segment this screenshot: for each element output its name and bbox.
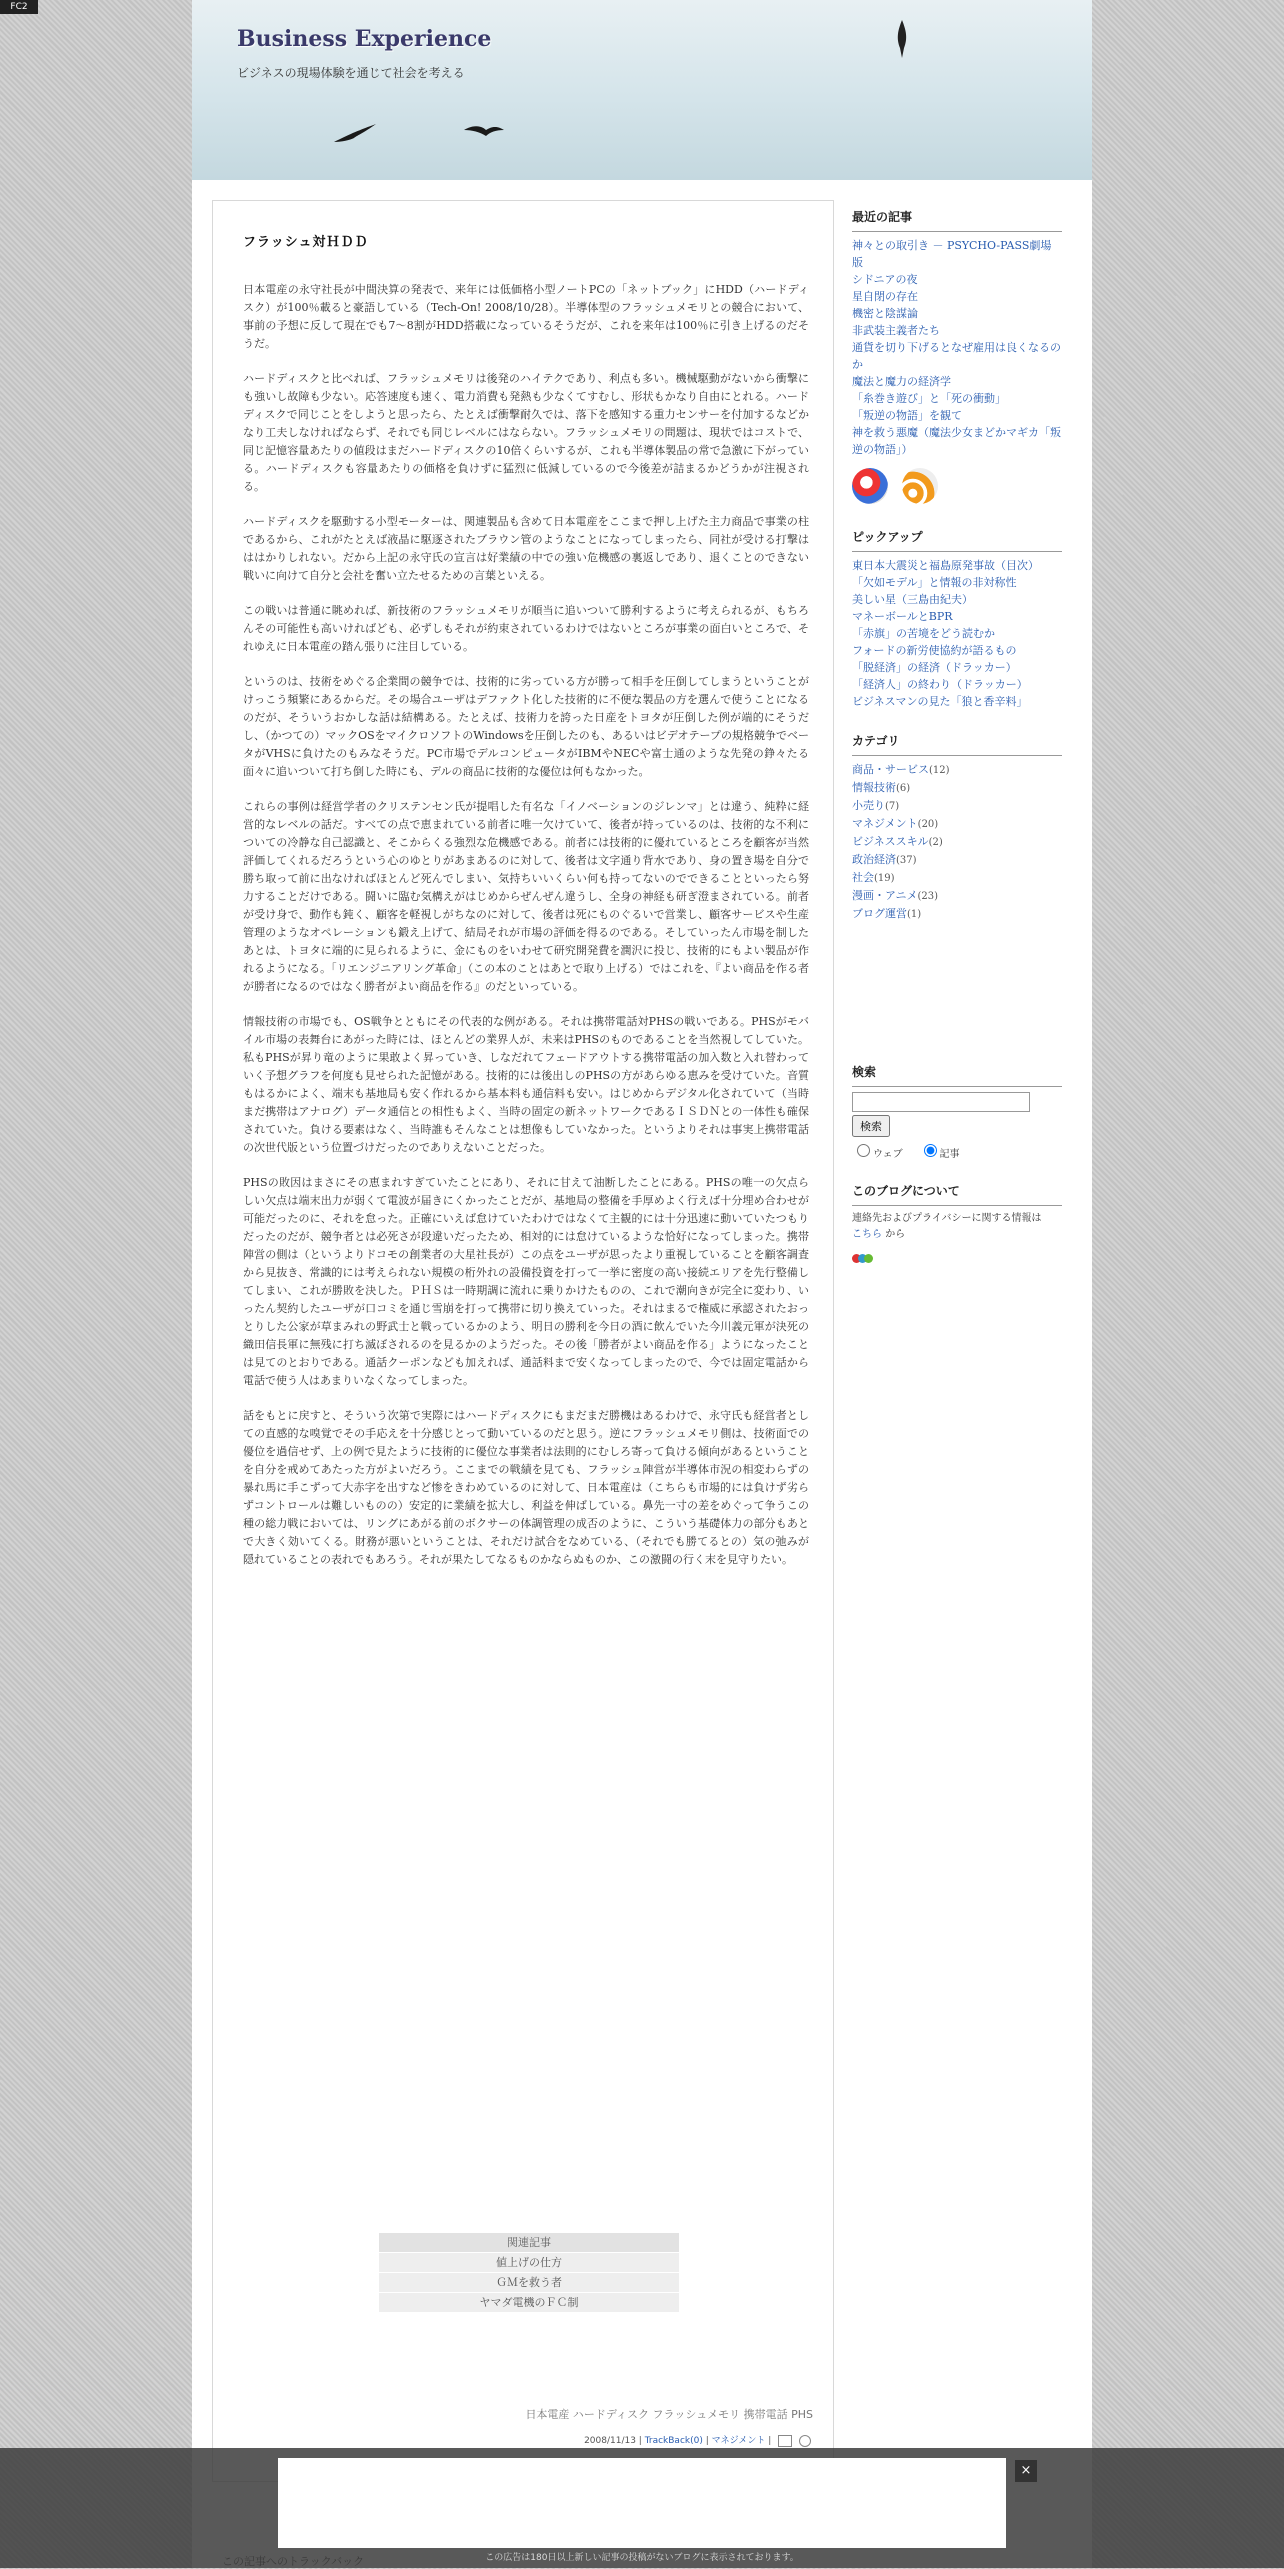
search-title: 検索 bbox=[852, 1063, 1062, 1087]
entry-paragraph: この戦いは普通に眺めれば、新技術のフラッシュメモリが順当に追いついて勝利するように考えられるが、もちろんその可能性も高いければども、必ずしもそれが約束されているわけではないところが事業の面白いところで、それゆえに日本電産の踏ん張りに注目している。 bbox=[243, 604, 809, 653]
fc2-badge[interactable]: FC2 bbox=[0, 0, 38, 14]
category-item[interactable]: 社会(19) bbox=[852, 871, 895, 884]
ad-banner[interactable] bbox=[278, 2458, 1006, 2548]
sidebar bbox=[852, 208, 1062, 1288]
category-item[interactable]: 政治経済(37) bbox=[852, 853, 917, 866]
entry-paragraph: PHSの敗因はまさにその恵まれすぎていたことにあり、それに甘えて油断したことにある。PHSの唯一の欠点らしい欠点は端末出力が弱くて電波が届きにくかったことだが、基地局の整備を手厚めよく行えば十分埋め合わせが可能だったのに、それを怠った。正確にいえば怠けていたわけではなくて主観的には十分迅速に動いていたつもりだったのだが、競争者とは必死さが段違いだったため、相対的には怠けているような恰好になってしまった。携帯陣営の側は（というよりドコモの創業者の大星社長が）この点をユーザが思ったより重視していることを顧客調査から見抜き、常識的には考えられない規模の桁外れの設備投資を打って一挙に密度の高い接続エリアを先行整備してしまい、これが勝敗を決した。ＰＨＳは一時期調に流れに乗りかけたものの、これで潮向きが完全に変わり、いったん契約したユーザが口コミを通じ雪崩を打って携帯に切り換えていった。それはまるで権威に承認されたおっとりした公家が草まみれの野武士と戦っているかのよう、明日の勝利を今日の酒に飲んでいた今川義元軍が決死の織田信長軍に無残に打ち滅ぼされるのを見るかのようだった。その後「勝者がよい商品を作る」ようになったことは見てのとおりである。通話クーポンなども加えれば、通話料まで安くなってしまったので、今では固定電話から電話で使う人はあまりいなくなってしまった。 bbox=[243, 1176, 809, 1387]
ad-close-button[interactable]: × bbox=[1015, 2460, 1037, 2482]
pickup-link[interactable]: 「赤旗」の苦境をどう読むか bbox=[852, 627, 995, 640]
recent-entry-link[interactable]: 「叛逆の物語」を観て bbox=[852, 409, 962, 422]
category-item[interactable]: 商品・サービス(12) bbox=[852, 763, 950, 776]
ad-overlay bbox=[0, 2448, 1284, 2568]
category-link[interactable]: マネジメント bbox=[711, 2436, 766, 2446]
pickup-link[interactable]: 「経済人」の終わり（ドラッカー） bbox=[852, 678, 1028, 691]
site-header bbox=[192, 0, 1092, 180]
recent-entry-link[interactable]: 星自閉の存在 bbox=[852, 290, 918, 303]
bird-icon bbox=[332, 120, 378, 146]
search-web-label: ウェブ bbox=[873, 1149, 903, 1160]
pickup-section bbox=[852, 528, 1062, 710]
entry-paragraph: というのは、技術をめぐる企業間の競争では、技術的に劣っている方が勝って相手を圧倒してしまうということがけっこう頻繁にあるからだ。その場合ユーザはデファクト化した技術的に不便な製品の方を選んで使うことになるのだが、そういうおかしな話は結構ある。たとえば、技術力を誇った日産をトヨタが圧倒した例が端的にそうだし、（かつての）マックOSをマイクロソフトのWindowsを圧倒したのも、あるいはビデオテープの規格競争でベータがVHSに負けたのもみなそうだ。PC市場でデルコンピュータがIBMやNECや富士通のような先発の錚々たる面々に追いついて打ち倒した時にも、デルの商品に技術的な優位は何もなかった。 bbox=[243, 675, 809, 778]
pickup-link[interactable]: 「脱経済」の経済（ドラッカー） bbox=[852, 661, 1017, 674]
recent-entry-link[interactable]: 機密と陰謀論 bbox=[852, 307, 918, 320]
pickup-title: ピックアップ bbox=[852, 528, 1062, 552]
recent-entry-link[interactable]: 通貨を切り下げるとなぜ雇用は良くなるのか bbox=[852, 341, 1061, 371]
people-icon bbox=[852, 1253, 1062, 1266]
pickup-link[interactable]: マネーボールとBPR bbox=[852, 610, 953, 623]
trackback-link[interactable]: TrackBack(0) bbox=[644, 2436, 703, 2446]
search-input[interactable] bbox=[852, 1092, 1030, 1112]
pickup-link[interactable]: ビジネスマンの見た「狼と香辛料」 bbox=[852, 695, 1028, 708]
entry-container bbox=[212, 200, 834, 2482]
category-item[interactable]: 小売り(7) bbox=[852, 799, 900, 812]
entry-tags[interactable]: 日本電産 ハードディスク フラッシュメモリ 携帯電話 PHS bbox=[525, 2408, 813, 2421]
category-item[interactable]: 情報技術(6) bbox=[852, 781, 911, 794]
entry-body bbox=[243, 281, 809, 1586]
about-link[interactable]: こちら bbox=[852, 1229, 882, 1240]
page-container bbox=[192, 0, 1092, 2568]
recent-entry-link[interactable]: 神々との取引き － PSYCHO-PASS劇場版 bbox=[852, 239, 1052, 269]
bird-icon bbox=[462, 120, 506, 140]
site-description: ビジネスの現場体験を通じて社会を考える bbox=[237, 66, 465, 80]
entry-paragraph: これらの事例は経営学者のクリステンセン氏が提唱した有名な「イノベーションのジレンマ」とは違う、純粋に経営的なレベルの話だ。すべての点で恵まれている前者に唯一欠けていて、後者が持っているのは、技術的な不利についての冷静な自己認識と、そこからくる強烈な危機感である。前者には技術的に優れているところを顧客が当然評価してくれるだろうという心のゆとりがあまあるのに対して、後者は文字通り背水であり、身の置き場を自分で勝ち取って前に出なければほとんど死んでしまい、気持ちいいくらい何も持ってないのでできることといったら努力することだけである。闘いに臨む気構えがはじめからぜんぜん違うし、全身の神経も研ぎ澄まされている。前者が受け身で、動作も鈍く、顧客を軽視しがちなのに対して、後者は死にものぐるいで営業し、顧客サービスや生産管理のようなオペレーションも鍛え上げて、結局それが市場の評価を得るのである。そしていったん市場を制したあとは、トヨタに端的に見られるように、金にものをいわせて研究開発費を潤沢に投じ、技術的にもよい製品が作れるようになる。「リエンジニアリング革命」（この本のことはあとで取り上げる）ではこれを、『よい商品を作る者が勝者になるのではなく勝者がよい商品を作る』のだといっている。 bbox=[243, 800, 809, 993]
about-text: 連絡先およびプライバシーに関する情報は こちら から bbox=[852, 1213, 1042, 1240]
recent-entries-title: 最近の記事 bbox=[852, 208, 1062, 232]
recent-entry-link[interactable]: シドニアの夜 bbox=[852, 273, 918, 286]
pickup-link[interactable]: 美しい星（三島由紀夫） bbox=[852, 593, 973, 606]
recent-entry-link[interactable]: 神を救う悪魔（魔法少女まどかマギカ「叛逆の物語」） bbox=[852, 426, 1061, 456]
search-section bbox=[852, 1063, 1062, 1160]
pickup-link[interactable]: フォードの新労使協約が語るもの bbox=[852, 644, 1017, 657]
search-button[interactable]: 検索 bbox=[852, 1115, 890, 1137]
recent-entry-link[interactable]: 非武装主義者たち bbox=[852, 324, 940, 337]
search-web-radio[interactable] bbox=[857, 1144, 870, 1157]
about-section bbox=[852, 1182, 1062, 1266]
recent-entries bbox=[852, 208, 1062, 506]
entry-paragraph: 話をもとに戻すと、そういう次第で実際にはハードディスクにもまだまだ勝機はあるわけで、永守氏も経営者としての直感的な嗅覚でその手応えを十分感じとって動いているのだと思う。逆にフラッシュメモリ側は、技術面での優位を過信せず、上の例で見たように技術的に優位な事業者は法則的にむしろ寄って負ける傾向があるということを自分を戒めてあたった方がよいだろう。ここまでの戦績を見ても、フラッシュ陣営が半導体市況の相変わらずの暴れ馬に手こずって大赤字を出すなど惨をきわめているのに対して、日本電産は（こちらも市場的には負けず劣らずコントロールは難しいものの）安定的に業績を拡大し、利益を伸ばしている。鼻先一寸の差をめぐって争うこの種の総力戦においては、リングにあがる前のボクサーの体調管理の成否のように、こういう基礎体力の部分もあとで大きく効いてくる。財務が悪いということは、それだけ試合をなめている、（それでも勝てるとの）気の弛みが隠れていることの表れでもあろう。それが果たしてなるものかならぬものか、この激闘の行く末を見守りたい。 bbox=[243, 1409, 809, 1566]
category-item[interactable]: マネジメント(20) bbox=[852, 817, 939, 830]
about-title: このブログについて bbox=[852, 1182, 1062, 1206]
related-item[interactable]: ＧＭを救う者 bbox=[379, 2273, 679, 2293]
category-item[interactable]: ブログ運営(1) bbox=[852, 907, 922, 920]
pickup-link[interactable]: 「欠如モデル」と情報の非対称性 bbox=[852, 576, 1017, 589]
search-article-radio[interactable] bbox=[924, 1144, 937, 1157]
entry-title[interactable]: フラッシュ対ＨＤＤ bbox=[243, 235, 369, 250]
rss-icon[interactable] bbox=[902, 468, 938, 504]
entry-paragraph: ハードディスクと比べれば、フラッシュメモリは後発のハイテクであり、利点も多い。機械駆動がないから衝撃にも強いし故障も少ない。応答速度も速く、電力消費も発熱も少なくてすむし、形状もかなり自由にとれる。ハードディスクで同じことをしようと思ったら、たとえば衝撃耐久では、落下を感知する重力センサーを付加するなどかなり工夫しなければならず、それでも同じレベルにはならない。フラッシュメモリの問題は、現状ではコストで、同じ記憶容量あたりの値段はまだハードディスクの10倍くらいするが、これも半導体製品の常で急激に下がっている。ハードディスクも容量あたりの価格を負けずに猛烈に低減しているので今後差が詰まるかどうかが注視される。 bbox=[243, 372, 809, 493]
category-title: カテゴリ bbox=[852, 732, 1062, 756]
entry-paragraph: 日本電産の永守社長が中間決算の発表で、来年には低価格小型ノートPCの「ネットブック」にHDD（ハードディスク）が100％載ると豪語している（Tech-On! 2008/10/28）。半導体型のフラッシュメモリとの競合において、事前の予想に反して現在でも7～8割がHDD搭載になっているそうだが、これを来年は100％に引き上げるのだそうだ。 bbox=[243, 283, 809, 350]
category-section bbox=[852, 732, 1062, 923]
bookmark-icon[interactable] bbox=[852, 468, 888, 504]
related-heading: 関連記事 bbox=[379, 2233, 679, 2253]
entry-date: 2008/11/13 bbox=[584, 2436, 636, 2446]
recent-entry-link[interactable]: 魔法と魔力の経済学 bbox=[852, 375, 951, 388]
related-item[interactable]: 値上げの仕方 bbox=[379, 2253, 679, 2273]
entry-paragraph: 情報技術の市場でも、OS戦争とともにその代表的な例がある。それは携帯電話対PHSの戦いである。PHSがモバイル市場の表舞台にあがった時には、ほとんどの業界人が、未来はPHSのものであることを当然視してしていた。私もPHSが昇り竜のように果敢よく昇っていき、しなだれてフェードアウトする携帯電話の加入数と入れ替わっていく予想グラフを何度も見せられた記憶がある。技術的には後出しのPHSの方があらゆる恵みを受けていた。音質もはるかによく、端末も基地局も安く作れるから基本料も通信料も安い。はじめからデジタル化されていて（当時まだ携帯はアナログ）データ通信との相性もよく、当時の固定の新ネットワークであるＩＳＤＮとの一体性も確保されていた。負ける要素はなく、当時誰もそんなことは想像もしていなかった。というよりそれは事実上携帯電話の次世代版という位置づけだったのでありえないことだった。 bbox=[243, 1015, 809, 1154]
category-item[interactable]: ビジネススキル(2) bbox=[852, 835, 943, 848]
entry-paragraph: ハードディスクを駆動する小型モーターは、関連製品も含めて日本電産をここまで押し上げた主力商品で事業の柱であるから、これがたとえば液晶に駆逐されたブラウン管のようなことになってしまったら、同社が受ける打撃はははかりしれない。だから上記の永守氏の宣言は好業績の中での強い危機感の裏返しであり、退くことのできない戦いに向けて自分と会社を奮い立たせるための言葉といえる。 bbox=[243, 515, 809, 582]
category-item[interactable]: 漫画・アニメ(23) bbox=[852, 889, 938, 902]
bird-icon bbox=[892, 18, 912, 60]
search-article-label: 記事 bbox=[939, 1149, 960, 1160]
bookmark-icon[interactable] bbox=[778, 2435, 792, 2447]
entry-footer: 2008/11/13 | TrackBack(0) | マネジメント | bbox=[584, 2433, 811, 2447]
recent-entry-link[interactable]: 「糸巻き遊び」と「死の衝動」 bbox=[852, 392, 1006, 405]
site-title[interactable]: Business Experience bbox=[237, 26, 492, 52]
ad-note: この広告は180日以上新しい記事の投稿がないブログに表示されております。 bbox=[485, 2553, 799, 2563]
share-icon[interactable] bbox=[799, 2435, 811, 2447]
pickup-link[interactable]: 東日本大震災と福島原発事故（目次） bbox=[852, 559, 1039, 572]
related-articles bbox=[379, 2233, 679, 2313]
related-item[interactable]: ヤマダ電機のＦＣ制 bbox=[379, 2293, 679, 2313]
